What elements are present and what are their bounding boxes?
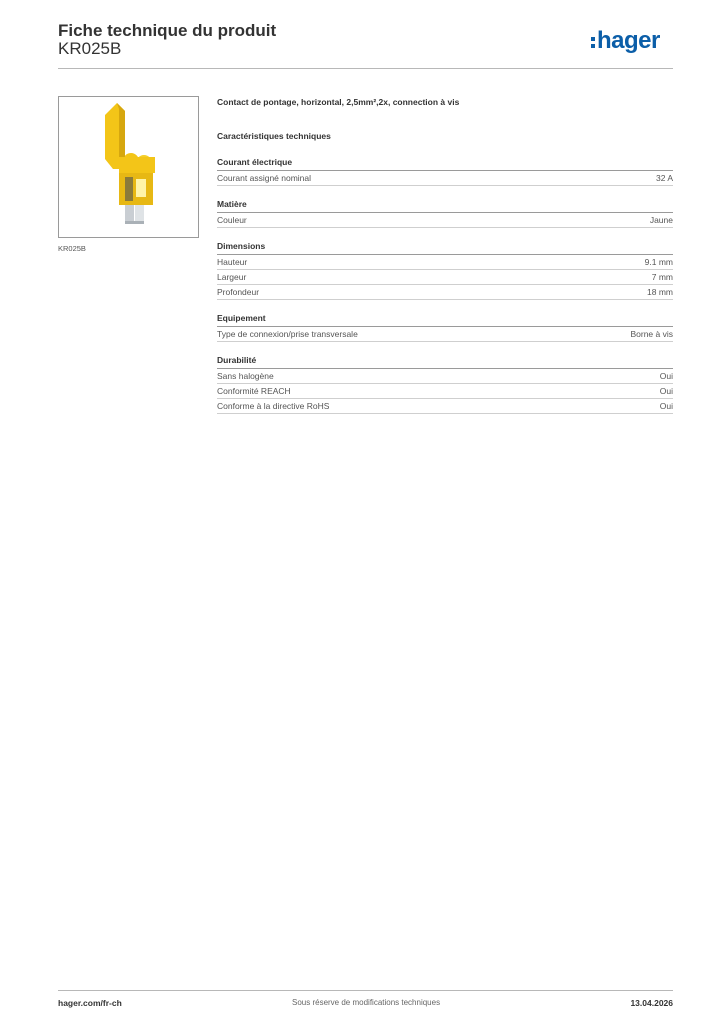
spec-label: Profondeur [217,287,260,297]
spec-value: Borne à vis [630,329,673,339]
spec-value: 7 mm [651,272,673,282]
section-matiere [217,198,673,228]
spec-value: Oui [659,386,673,396]
image-caption: KR025B [58,244,86,253]
header-divider [58,68,673,69]
spec-row [217,369,673,384]
spec-value: Jaune [649,215,673,225]
spec-label: Hauteur [217,257,248,267]
spec-row [217,285,673,300]
spec-label: Courant assigné nominal [217,173,312,183]
section-title: Matière [217,198,673,213]
product-image-frame [58,96,199,238]
spec-value: 18 mm [647,287,673,297]
spec-label: Type de connexion/prise transversale [217,329,358,339]
page-title: Fiche technique du produit [58,21,277,40]
spec-row [217,255,673,270]
footer-divider [58,990,673,991]
section-courant-electrique [217,156,673,186]
spec-label: Conformité REACH [217,386,291,396]
section-dimensions [217,240,673,300]
spec-row [217,384,673,399]
product-description: Contact de pontage, horizontal, 2,5mm²,2x, connection à vis [217,97,460,107]
spec-label: Largeur [217,272,247,282]
section-equipement [217,312,673,342]
footer-disclaimer: Sous réserve de modifications techniques [292,998,441,1007]
footer-website-link[interactable]: hager.com/fr-ch [58,998,122,1008]
spec-row [217,270,673,285]
product-image [59,97,198,237]
hager-logo [591,25,675,55]
spec-label: Conforme à la directive RoHS [217,401,330,411]
section-title: Courant électrique [217,156,673,171]
spec-value: Oui [659,401,673,411]
product-code: KR025B [58,39,122,58]
spec-label: Sans halogène [217,371,274,381]
spec-row [217,327,673,342]
section-title: Durabilité [217,354,673,369]
spec-label: Couleur [217,215,247,225]
spec-value: 32 A [655,173,673,183]
svg-text:hager: hager [597,27,660,54]
spec-value: Oui [659,371,673,381]
footer-date: 13.04.2026 [630,998,673,1008]
section-durabilite [217,354,673,414]
spec-value: 9.1 mm [644,257,673,267]
characteristics-heading: Caractéristiques techniques [217,131,331,141]
spec-row [217,399,673,414]
section-title: Dimensions [217,240,673,255]
spec-row [217,213,673,228]
spec-content [217,96,673,414]
section-title: Equipement [217,312,673,327]
spec-row [217,171,673,186]
